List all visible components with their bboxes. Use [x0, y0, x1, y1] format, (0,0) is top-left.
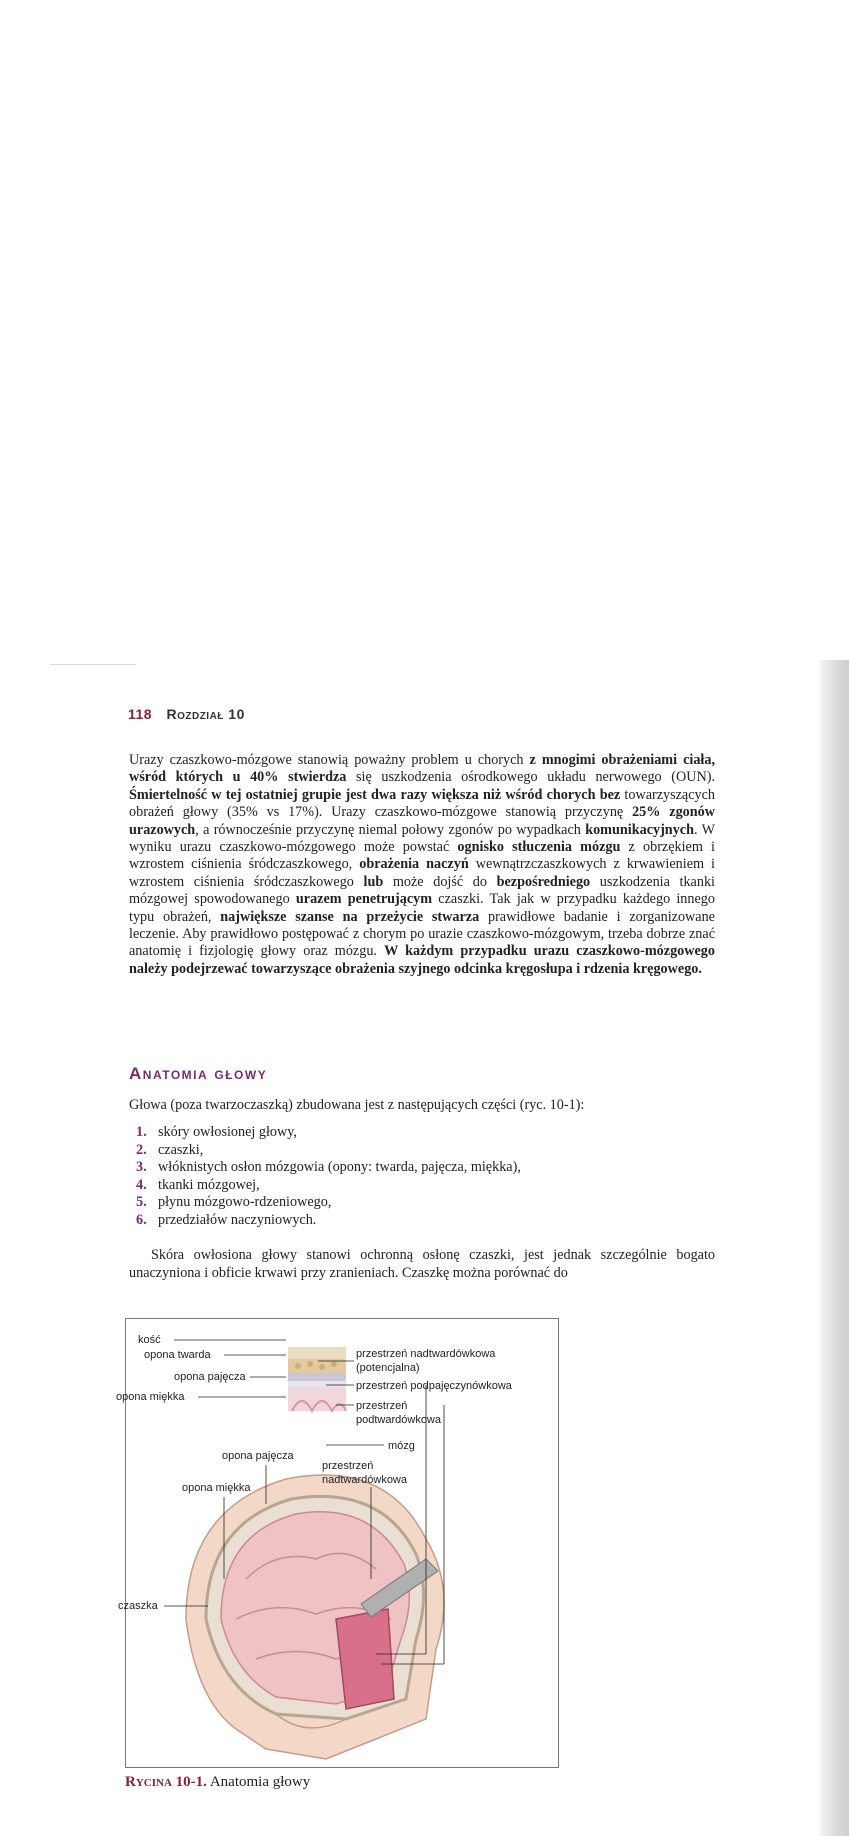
intro-run: z mnogimi obrażeniami ciała, wśród których u 40% stwierdza [129, 752, 715, 786]
list-item [136, 1124, 521, 1142]
label-nadtwardowkowa2-2: nadtwardówkowa [322, 1474, 407, 1486]
list-item [136, 1177, 521, 1195]
intro-run: 25% zgonów urazowych [129, 804, 715, 838]
dura-layer [288, 1373, 346, 1381]
chapter-label: Rozdział 10 [166, 706, 245, 722]
label-opona-twarda: opona twarda [144, 1349, 211, 1361]
label-mozg: mózg [388, 1440, 415, 1452]
intro-run: czaszki. Tak jak w przypadku każdego innego typu obrażeń, [129, 891, 715, 925]
list-item [136, 1142, 521, 1160]
lead-paragraph: Głowa (poza twarzoczaszką) zbudowana jest z następujących części (ryc. 10-1): [129, 1097, 585, 1113]
intro-run: . W wyniku urazu czaszkowo-mózgowego może powstać [129, 821, 715, 856]
intro-run: Śmiertelność w tej ostatniej grupie jest dwa razy większa niż wśród chorych bez [129, 786, 621, 803]
list-item [136, 1212, 521, 1230]
label-podpajeczynowkowa: przestrzeń podpajęczynówkowa [356, 1380, 512, 1392]
intro-run: się uszkodzenia ośrodkowego układu nerwowego (OUN). [346, 769, 715, 786]
intro-run: uszkodzenia tkanki mózgowej spowodowanego [129, 873, 715, 908]
list-item-number: 2. [136, 1141, 147, 1158]
figure-head-anatomy [116, 1318, 559, 1768]
list-item-text: przedziałów naczyniowych. [158, 1211, 317, 1228]
intro-run: może dojść do [383, 873, 497, 890]
caption-text: Anatomia głowy [209, 1774, 311, 1790]
intro-run: prawidłowe badanie i zorganizowane leczenie. Aby prawidłowo postępować z chorym po urazie czaszkowo-mózgowym, trzeba dobrze znać anatomię i fizjologię głowy oraz mózgu. [129, 908, 715, 960]
label-podtwardowkowa-1: przestrzeń [356, 1400, 408, 1412]
page-number: 118 [128, 706, 153, 722]
list-item-text: tkanki mózgowej, [158, 1176, 260, 1193]
label-nadtwardowkowa: przestrzeń nadtwardówkowa [356, 1348, 496, 1360]
caption-number: Rycina 10-1. [125, 1774, 207, 1790]
intro-run: ognisko stłuczenia mózgu [457, 839, 621, 856]
label-czaszka: czaszka [118, 1600, 158, 1612]
intro-run: Urazy czaszkowo-mózgowe stanowią poważny problem u chorych [129, 752, 530, 768]
brain-cutaway [336, 1609, 394, 1709]
list-item-text: włóknistych osłon mózgowia (opony: twarda, pajęcza, miękka), [158, 1159, 521, 1176]
intro-run: towarzyszących obrażeń głowy (35% vs 17%). Urazy czaszkowo-mózgowe stanowią przyczynę [129, 786, 716, 821]
label-opona-pajecza-2: opona pajęcza [222, 1450, 294, 1462]
intro-run: bezpośredniego [496, 873, 591, 890]
list-item-number: 3. [136, 1159, 147, 1176]
divider [50, 664, 136, 665]
list-item-text: czaszki, [158, 1141, 204, 1158]
arachnoid-layer [288, 1381, 346, 1387]
label-opona-miekka-1: opona miękka [116, 1391, 185, 1403]
scalp-layer [288, 1347, 346, 1359]
label-opona-pajecza-1: opona pajęcza [174, 1371, 246, 1383]
label-kosc: kość [138, 1334, 161, 1346]
pia-layer [288, 1387, 346, 1411]
body-paragraph: Skóra owłosiona głowy stanowi ochronną osłonę czaszki, jest jednak szczególnie bogato unaczyniona i obficie krwawi przy zranieniach. Czaszkę można porównać do [129, 1247, 715, 1281]
intro-run: komunikacyjnych [585, 821, 694, 838]
running-header [128, 706, 245, 722]
intro-run: lub [363, 873, 384, 890]
intro-run: W każdym przypadku urazu czaszkowo-mózgowego należy podejrzewać towarzyszące obrażenia szyjnego odcinka kręgosłupa i rdzenia kręgowego. [129, 943, 715, 977]
label-potencjalna: (potencjalna) [356, 1362, 420, 1374]
list-item [136, 1159, 521, 1177]
intro-run: obrażenia naczyń [359, 856, 469, 873]
label-nadtwardowkowa2-1: przestrzeń [322, 1460, 374, 1472]
list-item-text: płynu mózgowo-rdzeniowego, [158, 1194, 332, 1211]
intro-run: z obrzękiem i wzrostem ciśnienia śródczaszkowego, [129, 839, 715, 873]
parts-list [136, 1124, 521, 1230]
figure-caption [125, 1774, 310, 1791]
list-item-number: 4. [136, 1176, 147, 1193]
intro-run: największe szanse na przeżycie stwarza [220, 908, 480, 925]
list-item [136, 1194, 521, 1212]
list-item-number: 1. [136, 1124, 147, 1140]
intro-paragraph [129, 752, 715, 978]
intro-run: wewnątrzczaszkowych z krwawieniem i wzrostem ciśnienia śródczaszkowego [129, 856, 715, 890]
page-edge-shadow [820, 660, 849, 1836]
section-title: Anatomia głowy [129, 1064, 268, 1083]
intro-run: , a równocześnie przyczynę niemal połowy zgonów po wypadkach [195, 821, 586, 838]
label-podtwardowkowa-2: podtwardówkowa [356, 1414, 441, 1426]
head-anatomy-illustration [116, 1319, 558, 1767]
list-item-number: 5. [136, 1194, 147, 1211]
list-item-text: skóry owłosionej głowy, [158, 1124, 297, 1140]
list-item-number: 6. [136, 1211, 147, 1228]
label-opona-miekka-2: opona miękka [182, 1482, 251, 1494]
intro-run: urazem penetrującym [295, 891, 433, 908]
